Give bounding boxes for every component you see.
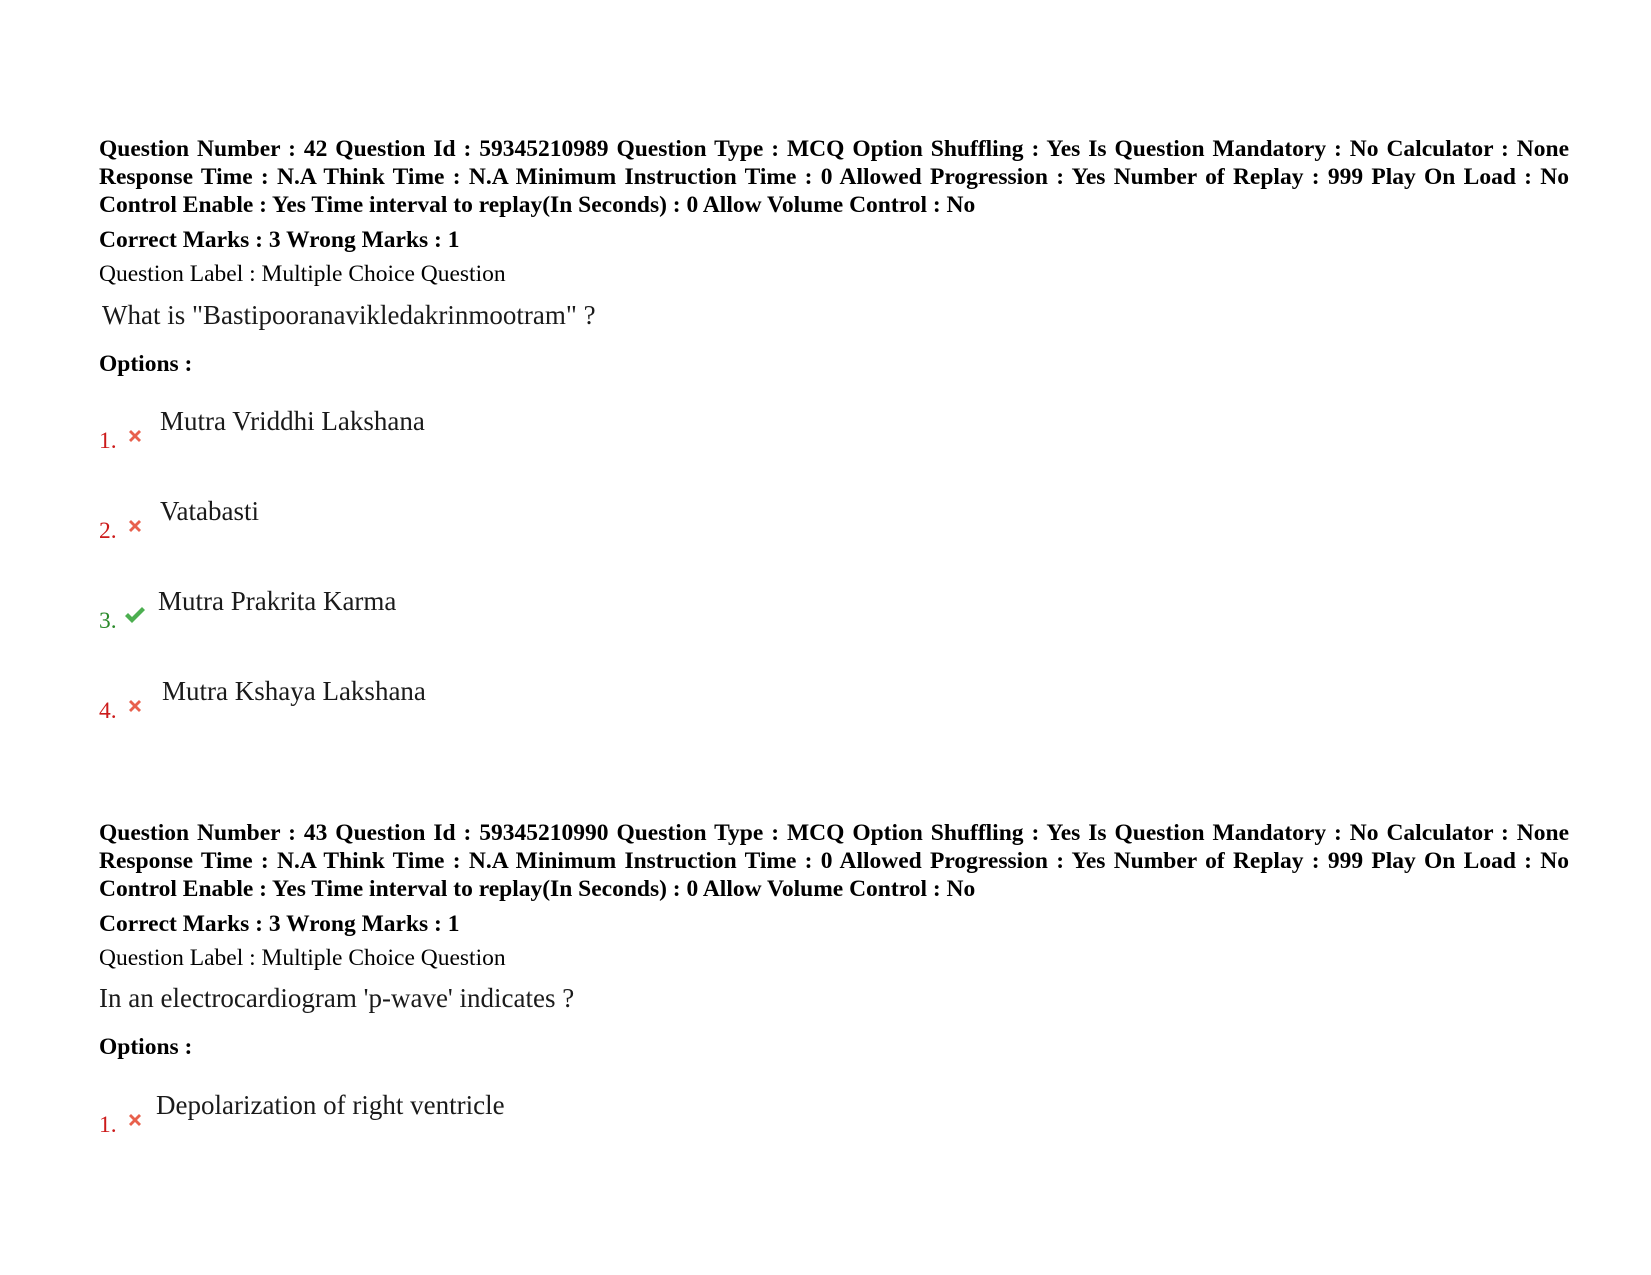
option-item xyxy=(99,1089,799,1184)
question-stem: In an electrocardiogram 'p-wave' indicates ? xyxy=(99,983,575,1013)
question-meta: Question Number : 42 Question Id : 59345210989 Question Type : MCQ Option Shuffling : Yes Is Question Mandatory : No Calculator : None Response Time : N.A Think Time : N.A Minimum Instruction Time : 0 Allowed Progression : Yes Number of Replay : 999 Play On Load : No Control Enable : Yes Time interval to replay(In Seconds) : 0 Allow Volume Control : No xyxy=(99,136,1569,218)
option-number: 3. xyxy=(99,608,117,634)
cross-icon xyxy=(126,697,144,715)
option-item xyxy=(99,405,699,500)
cross-icon xyxy=(126,517,144,535)
option-text: Mutra Prakrita Karma xyxy=(158,586,397,616)
option-number: 1. xyxy=(99,1112,117,1138)
option-number: 4. xyxy=(99,698,117,724)
question-marks: Correct Marks : 3 Wrong Marks : 1 xyxy=(99,911,460,937)
question-label: Question Label : Multiple Choice Question xyxy=(99,945,506,971)
cross-icon xyxy=(126,1111,144,1129)
option-item xyxy=(99,495,699,590)
options-heading: Options : xyxy=(99,1034,193,1060)
option-text: Vatabasti xyxy=(160,496,259,526)
option-item xyxy=(99,675,699,770)
question-block-42 xyxy=(99,135,1569,724)
options-heading: Options : xyxy=(99,351,193,377)
question-marks: Correct Marks : 3 Wrong Marks : 1 xyxy=(99,227,460,253)
question-stem: What is "Bastipooranavikledakrinmootram" ? xyxy=(102,300,596,330)
question-block-43 xyxy=(99,819,1569,1138)
option-text: Mutra Vriddhi Lakshana xyxy=(160,406,425,436)
option-item xyxy=(99,585,699,680)
options-list xyxy=(99,1089,799,1189)
options-list xyxy=(99,405,699,805)
question-meta: Question Number : 43 Question Id : 59345210990 Question Type : MCQ Option Shuffling : Yes Is Question Mandatory : No Calculator : None Response Time : N.A Think Time : N.A Minimum Instruction Time : 0 Allowed Progression : Yes Number of Replay : 999 Play On Load : No Control Enable : Yes Time interval to replay(In Seconds) : 0 Allow Volume Control : No xyxy=(99,820,1569,902)
option-number: 2. xyxy=(99,518,117,544)
check-icon xyxy=(123,605,147,625)
option-text: Mutra Kshaya Lakshana xyxy=(162,676,426,706)
question-label: Question Label : Multiple Choice Question xyxy=(99,261,506,287)
option-number: 1. xyxy=(99,428,117,454)
option-text: Depolarization of right ventricle xyxy=(156,1090,505,1120)
cross-icon xyxy=(126,427,144,445)
